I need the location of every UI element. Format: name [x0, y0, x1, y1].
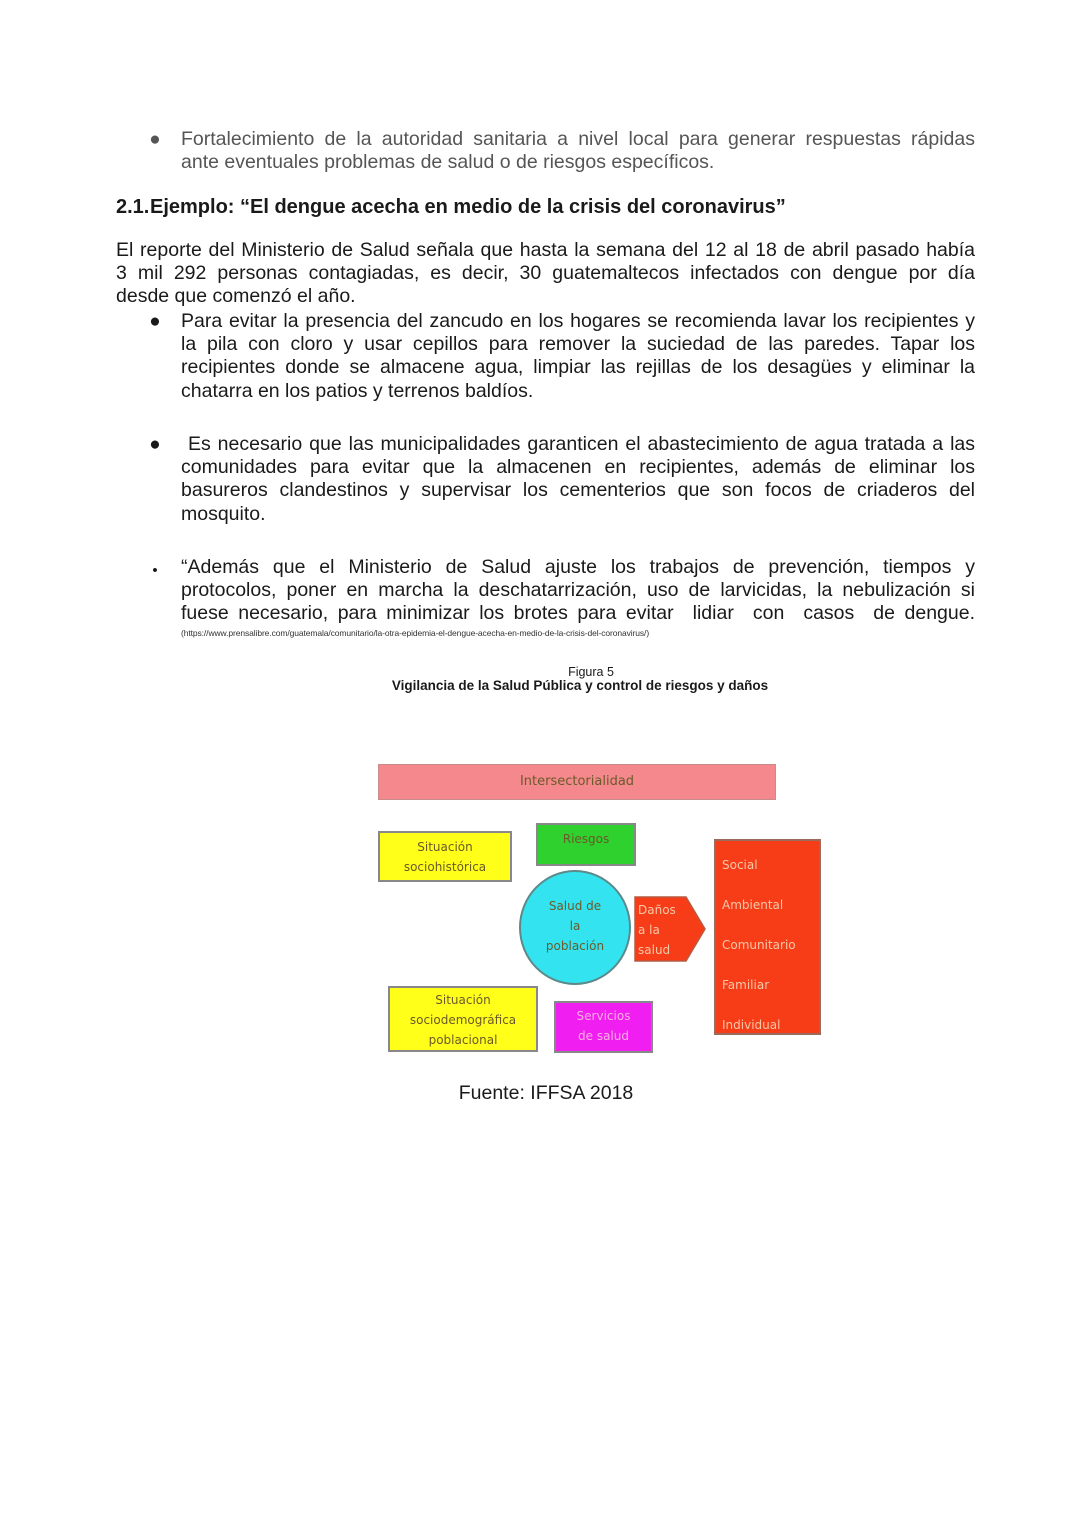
figure-title: Vigilancia de la Salud Pública y control de riesgos y daños	[391, 678, 769, 693]
text-line: El reporte del Ministerio de Salud señala que hasta la semana del 12 al 18 de abril pasado había	[116, 239, 975, 261]
box-label: de salud	[578, 1029, 629, 1043]
circle-label: la	[569, 919, 581, 933]
text-line: “Además que el Ministerio de Salud ajuste los trabajos de prevención, tiempos y	[181, 556, 975, 578]
bullet-text-fortalecimiento	[181, 128, 975, 174]
bullet-marker: •	[152, 562, 158, 579]
box-label: Riesgos	[562, 832, 610, 846]
salud-poblacion-circle	[519, 870, 631, 985]
text-line: Fortalecimiento de la autoridad sanitaria a nivel local para generar respuestas rápidas	[181, 128, 975, 150]
health-surveillance-diagram	[376, 756, 826, 1058]
section-number: 2.1.	[116, 196, 150, 218]
box-label: Servicios	[576, 1009, 631, 1023]
nivel-familiar: Familiar	[722, 978, 770, 992]
text-line: Es necesario que las municipalidades garanticen el abastecimiento de agua tratada a las	[181, 433, 975, 455]
box-label: Situación	[435, 993, 491, 1007]
text-line: recipientes donde se almacene agua, limpiar las rejillas de los desagües y eliminar la	[181, 356, 975, 379]
section-heading	[116, 195, 786, 219]
section-title: Ejemplo: “El dengue acecha en medio de la crisis del coronavirus”	[150, 196, 786, 218]
text-line: 3 mil 292 personas contagiadas, es decir, 30 guatemaltecos infectados con dengue por día	[116, 262, 975, 285]
box-label: sociohistórica	[403, 860, 487, 874]
nivel-ambiental: Ambiental	[722, 898, 784, 912]
box-label: Situación	[417, 840, 473, 854]
text-line: desde que comenzó el año.	[116, 285, 356, 308]
nivel-social: Social	[722, 858, 758, 872]
text-line: fuese necesario, para minimizar los brotes para evitar lidiar con casos de dengue.	[181, 602, 975, 625]
riesgos-box	[536, 823, 636, 866]
situacion-sociohistorica-box	[378, 831, 512, 882]
text-line: Para evitar la presencia del zancudo en los hogares se recomienda lavar los recipientes y	[181, 310, 975, 332]
text-line: basureros clandestinos y supervisar los cementerios que son focos de criaderos del	[181, 479, 975, 502]
bullet-marker: ●	[149, 434, 161, 455]
intersectorialidad-bar	[378, 764, 776, 800]
source-url: (https://www.prensalibre.com/guatemala/comunitario/la-otra-epidemia-el-dengue-acecha-en-medio-de-la-crisis-del-coronavirus/)	[181, 627, 650, 638]
text-line: la pila con cloro y usar cepillos para remover la suciedad de las paredes. Tapar los	[181, 333, 975, 356]
intersectorialidad-label: Intersectorialidad	[519, 774, 635, 789]
servicios-salud-box	[554, 1001, 653, 1053]
circle-label: Salud de	[548, 899, 602, 913]
bullet-text-ministerio	[181, 556, 975, 639]
nivel-individual: Individual	[722, 1018, 781, 1032]
figure-label: Figura 5	[568, 665, 614, 679]
text-line: comunidades para evitar que la almacenen en recipientes, además de eliminar los	[181, 456, 975, 479]
bullet-text-municipalidades	[181, 433, 975, 526]
intro-paragraph	[116, 239, 975, 309]
arrow-label: salud	[638, 943, 671, 957]
niveles-box	[714, 839, 821, 1035]
circle-label: población	[545, 939, 605, 953]
box-label: sociodemográfica	[409, 1013, 517, 1027]
arrow-label: Daños	[638, 903, 676, 917]
nivel-comunitario: Comunitario	[722, 938, 796, 952]
bullet-marker: ●	[149, 129, 161, 150]
text-line: mosquito.	[181, 502, 266, 525]
danos-salud-label	[638, 900, 684, 960]
bullet-text-zancudo	[181, 310, 975, 403]
situacion-sociodemografica-box	[388, 986, 538, 1052]
text-line: chatarra en los patios y terrenos baldíos.	[181, 379, 534, 402]
bullet-marker: ●	[149, 311, 161, 332]
text-line: protocolos, poner en marcha la deschatarrización, uso de larvicidas, la nebulización si	[181, 579, 975, 602]
text-line: ante eventuales problemas de salud o de riesgos específicos.	[181, 151, 715, 174]
figure-source: Fuente: IFFSA 2018	[458, 1082, 634, 1104]
box-label: poblacional	[428, 1033, 498, 1047]
arrow-label: a la	[638, 923, 660, 937]
